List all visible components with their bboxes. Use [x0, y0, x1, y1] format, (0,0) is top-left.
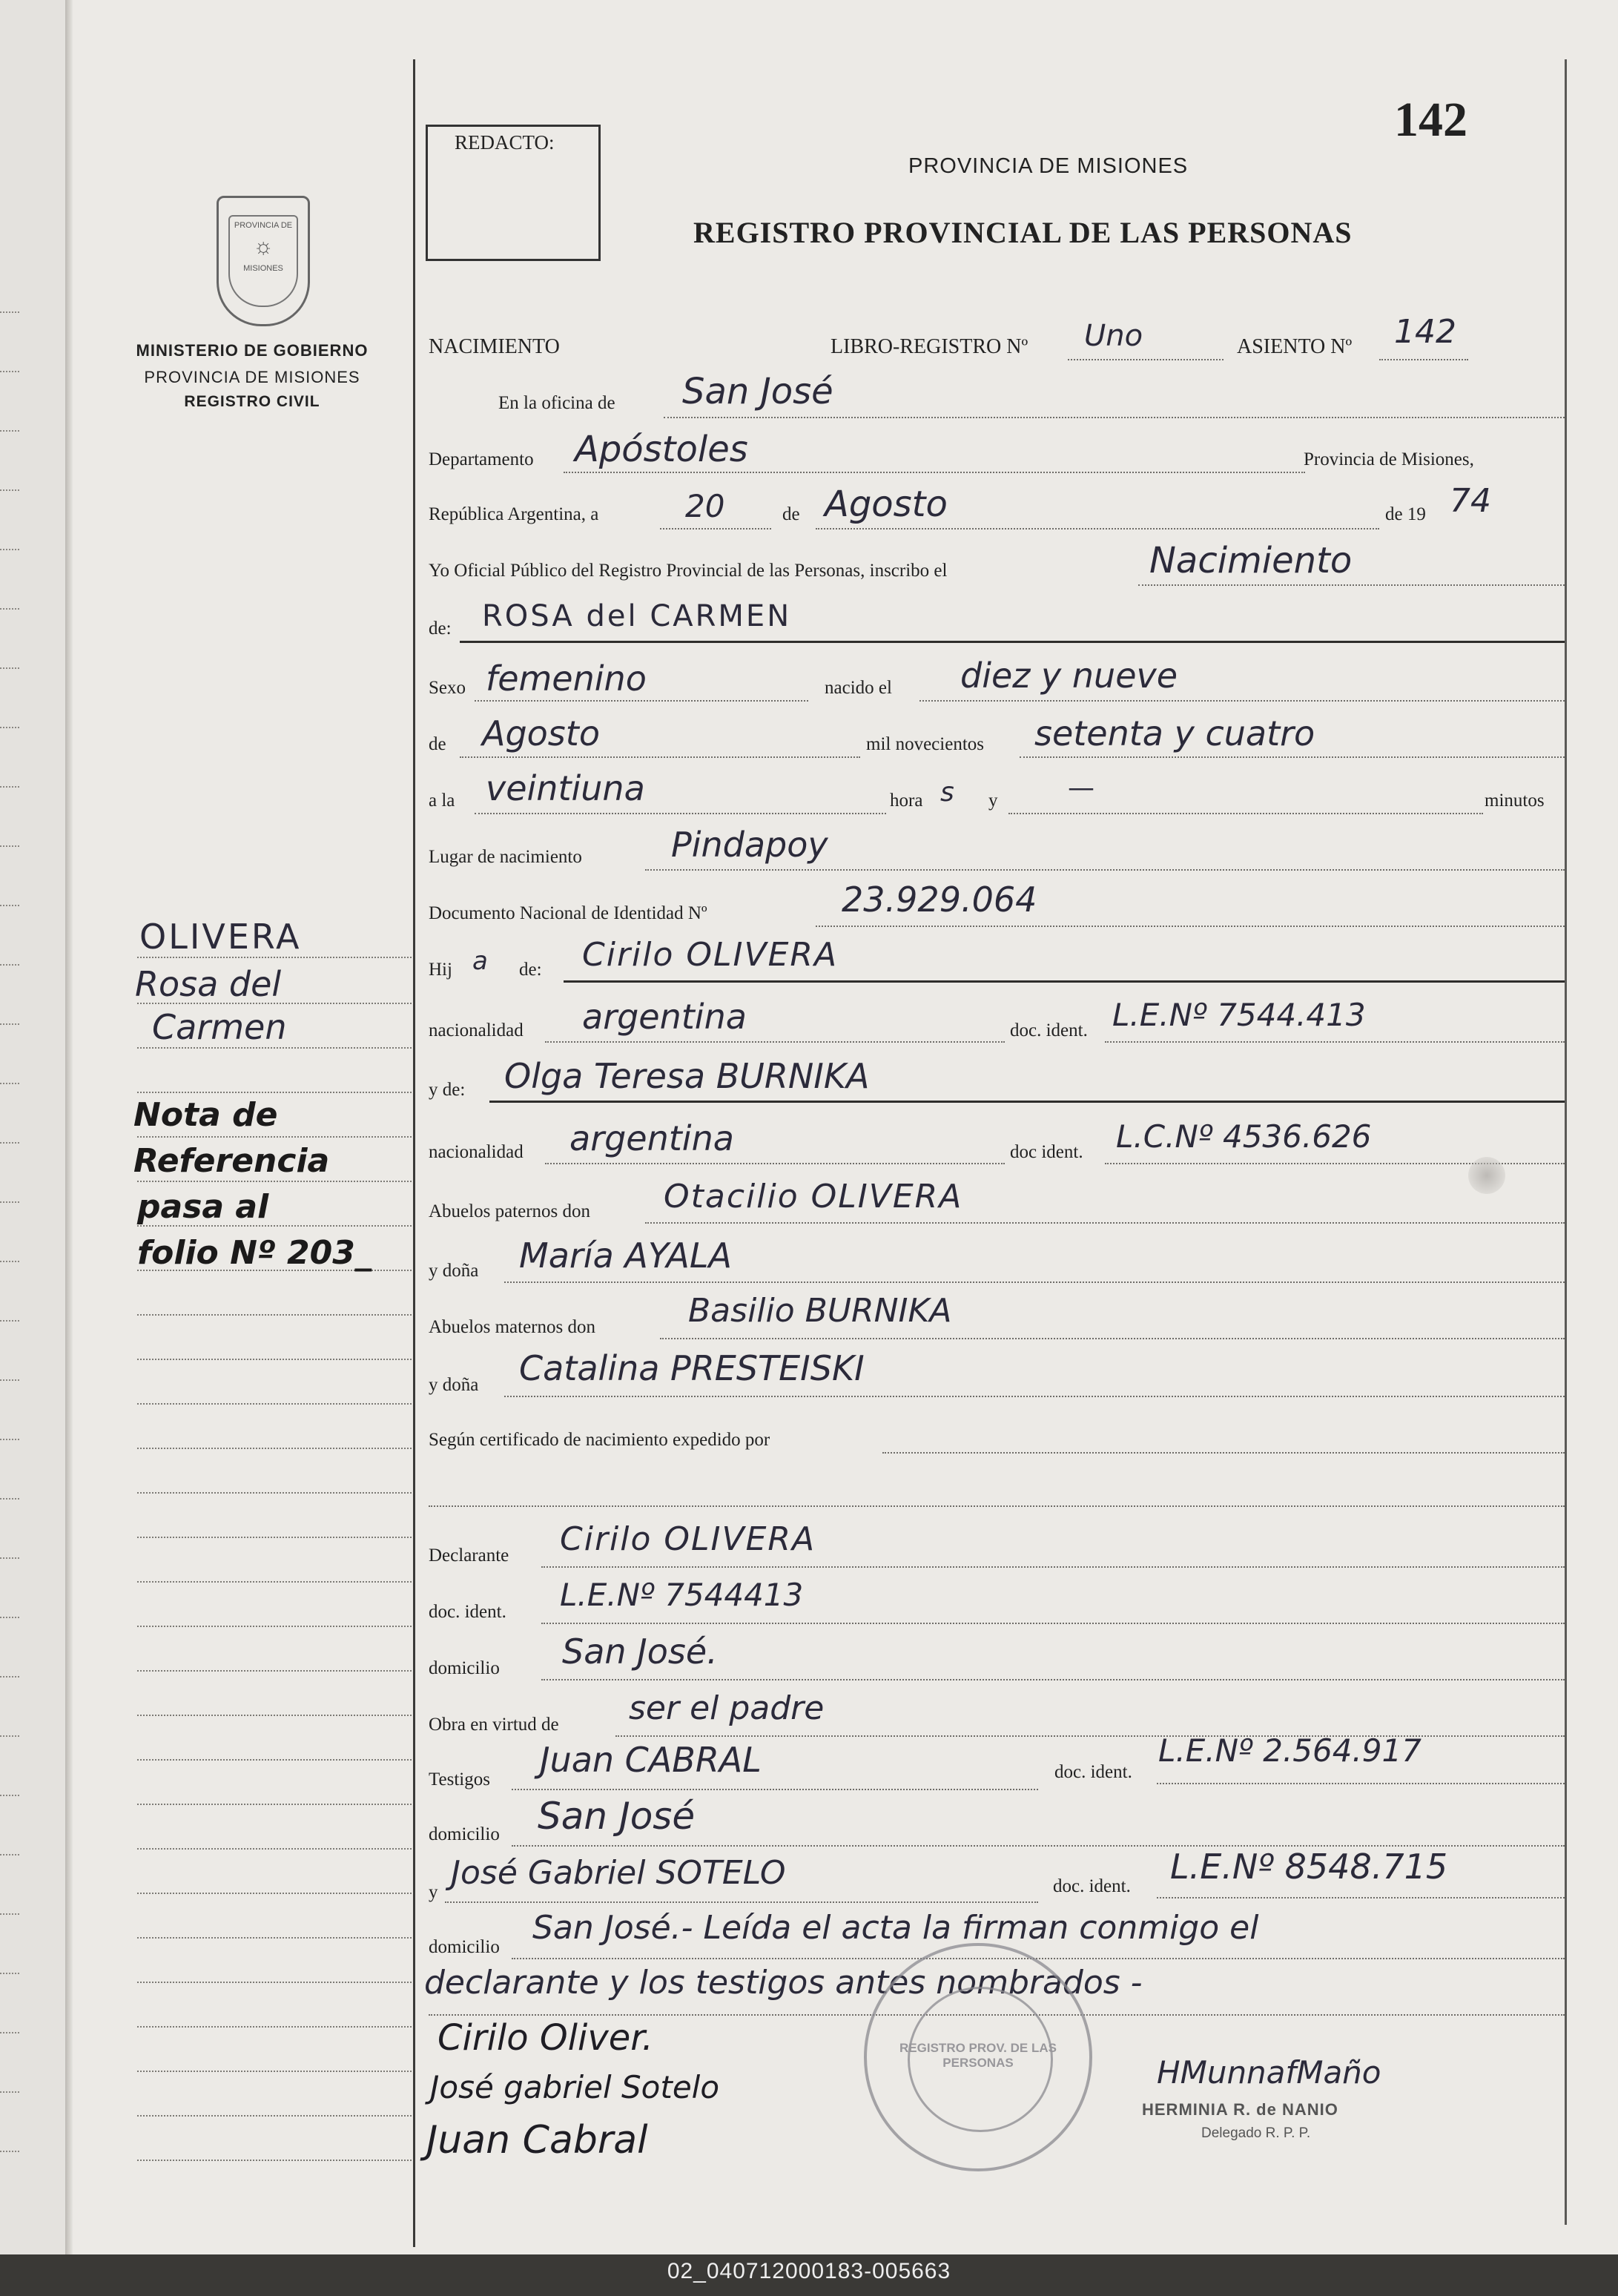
- ydona2-label: y doña: [429, 1375, 479, 1395]
- margin-reference-note-2: Referencia: [133, 1142, 330, 1180]
- abuela-paterna-value: María AYALA: [519, 1236, 732, 1276]
- padre-nacionalidad-label: nacionalidad: [429, 1020, 524, 1040]
- ministry-line1: MINISTERIO DE GOBIERNO: [136, 341, 369, 360]
- madre-nacionalidad-value: argentina: [569, 1118, 734, 1158]
- minutos-label: minutos: [1485, 791, 1545, 811]
- column-divider: [413, 59, 415, 2247]
- fecha-de-label: de: [782, 504, 800, 524]
- oficina-value: San José: [682, 371, 833, 412]
- ala-label: a la: [429, 791, 455, 811]
- abuelo-paterno-value: Otacilio OLIVERA: [664, 1178, 963, 1215]
- departamento-value: Apóstoles: [575, 429, 748, 470]
- sexo-label: Sexo: [429, 678, 466, 698]
- declarante-value: Cirilo OLIVERA: [560, 1520, 816, 1558]
- margin-reference-note-4: folio Nº 203_: [137, 1234, 372, 1272]
- testigo2-doc-label: doc. ident.: [1053, 1876, 1131, 1896]
- testigos-label: Testigos: [429, 1769, 490, 1789]
- horas-suffix: s: [940, 777, 954, 808]
- testigo2-domicilio-value: San José.- Leída el acta la firman conmigo el: [532, 1909, 1259, 1947]
- dni-label: Documento Nacional de Identidad Nº: [429, 903, 707, 923]
- right-border: [1565, 59, 1567, 2225]
- oficina-label: En la oficina de: [498, 393, 615, 413]
- abuelo-materno-value: Basilio BURNIKA: [688, 1292, 952, 1330]
- departamento-label: Departamento: [429, 449, 534, 469]
- ministry-block: [111, 341, 393, 411]
- testigo1-value: Juan CABRAL: [540, 1740, 762, 1780]
- declarante-domicilio-label: domicilio: [429, 1658, 500, 1678]
- fecha-dia-value: 20: [685, 488, 725, 524]
- header-registry: REGISTRO PROVINCIAL DE LAS PERSONAS: [693, 216, 1353, 249]
- nacido-label: nacido el: [825, 678, 892, 698]
- signature-testigo2: José gabriel Sotelo: [430, 2069, 720, 2105]
- lugar-label: Lugar de nacimiento: [429, 847, 582, 867]
- margin-surname: OLIVERA: [139, 917, 302, 957]
- mil-novecientos-label: mil novecientos: [866, 734, 984, 754]
- abuela-materna-value: Catalina PRESTEISKI: [519, 1348, 865, 1388]
- y-label: y: [988, 791, 998, 811]
- de-nombre-label: de:: [429, 618, 452, 639]
- testigo1-doc-label: doc. ident.: [1054, 1762, 1132, 1782]
- yde-label: y de:: [429, 1080, 466, 1100]
- testigo1-domicilio-label: domicilio: [429, 1824, 500, 1844]
- testigo2-doc-value: L.E.Nº 8548.715: [1170, 1847, 1448, 1887]
- padre-nacionalidad-value: argentina: [582, 997, 747, 1037]
- hora-value: veintiuna: [486, 768, 645, 808]
- padre-doc-label: doc. ident.: [1010, 1020, 1088, 1040]
- madre-nacionalidad-label: nacionalidad: [429, 1142, 524, 1162]
- declarante-label: Declarante: [429, 1545, 509, 1566]
- hij-label: Hij: [429, 960, 452, 980]
- madre-doc-label: doc ident.: [1010, 1142, 1083, 1162]
- de3-label: de:: [519, 960, 542, 980]
- signature-declarante: Cirilo Oliver.: [437, 2017, 653, 2059]
- minutos-value: —: [1068, 773, 1094, 803]
- testigo1-domicilio-value: San José: [538, 1795, 696, 1838]
- official-signature-block: [1142, 2100, 1338, 2142]
- obra-value: ser el padre: [629, 1689, 825, 1727]
- sexo-value: femenino: [486, 659, 647, 699]
- testigo1-doc-value: L.E.Nº 2.564.917: [1158, 1732, 1421, 1769]
- republica-label: República Argentina, a: [429, 504, 599, 524]
- image-caption: 02_040712000183-005663: [667, 2259, 951, 2283]
- libro-label: LIBRO-REGISTRO Nº: [831, 335, 1028, 358]
- nacido-dia-value: diez y nueve: [960, 656, 1178, 696]
- padre-doc-value: L.E.Nº 7544.413: [1112, 997, 1366, 1033]
- fecha-anio-value: 74: [1450, 482, 1491, 520]
- yo-oficial-label: Yo Oficial Público del Registro Provincial de las Personas, inscribo el: [429, 561, 948, 581]
- dni-value: 23.929.064: [842, 880, 1037, 920]
- fecha-anio-label: de 19: [1385, 504, 1426, 524]
- signature-testigo1: Juan Cabral: [426, 2118, 648, 2163]
- margin-given-name-1: Rosa del: [135, 964, 282, 1004]
- asiento-value: 142: [1394, 313, 1456, 351]
- abuelos-maternos-label: Abuelos maternos don: [429, 1317, 595, 1337]
- acto-value: Nacimiento: [1149, 540, 1353, 581]
- nombre-value: ROSA del CARMEN: [482, 599, 792, 633]
- book-spine: [65, 0, 73, 2254]
- fecha-mes-value: Agosto: [825, 484, 948, 525]
- libro-value: Uno: [1084, 319, 1143, 353]
- nacido-mes-value: Agosto: [482, 713, 600, 753]
- official-role: Delegado R. P. P.: [1201, 2125, 1311, 2141]
- signature-official: HMunnafMaño: [1157, 2054, 1381, 2091]
- testigo2-prefix: y: [429, 1882, 438, 1902]
- ydona-label: y doña: [429, 1261, 479, 1281]
- margin-given-name-2: Carmen: [152, 1007, 287, 1047]
- madre-value: Olga Teresa BURNIKA: [504, 1056, 870, 1096]
- declarante-doc-value: L.E.Nº 7544413: [560, 1577, 804, 1613]
- horas-label: hora: [890, 791, 923, 811]
- header-province: PROVINCIA DE MISIONES: [908, 154, 1189, 178]
- padre-value: Cirilo OLIVERA: [582, 936, 839, 974]
- certificado-label: Según certificado de nacimiento expedido por: [429, 1430, 770, 1450]
- testigo2-domicilio-label: domicilio: [429, 1937, 500, 1957]
- redacto-box: REDACTO:: [426, 125, 601, 261]
- registry-round-stamp: REGISTRO PROV. DE LAS PERSONAS: [864, 1943, 1092, 2171]
- ministry-line3: REGISTRO CIVIL: [184, 393, 320, 410]
- lugar-value: Pindapoy: [671, 825, 828, 865]
- provincia-de-misiones-seal-icon: PROVINCIA DE ☼ MISIONES: [217, 196, 310, 326]
- official-name: HERMINIA R. de NANIO: [1142, 2100, 1338, 2119]
- nacimiento-label: NACIMIENTO: [429, 335, 560, 358]
- asiento-label: ASIENTO Nº: [1237, 335, 1353, 358]
- abuelos-paternos-label: Abuelos paternos don: [429, 1201, 591, 1221]
- declarante-domicilio-value: San José.: [562, 1632, 718, 1672]
- margin-reference-note-1: Nota de: [133, 1096, 278, 1134]
- declarante-doc-label: doc. ident.: [429, 1602, 506, 1622]
- provincia-label: Provincia de Misiones,: [1304, 449, 1474, 469]
- folio-number: 142: [1394, 93, 1467, 147]
- madre-doc-value: L.C.Nº 4536.626: [1116, 1118, 1372, 1155]
- testigo2-value: José Gabriel SOTELO: [451, 1854, 786, 1892]
- hij-suffix: a: [472, 946, 488, 976]
- closing-line: declarante y los testigos antes nombrados -: [424, 1964, 1143, 2002]
- de2-label: de: [429, 734, 446, 754]
- margin-reference-note-3: pasa al: [137, 1188, 269, 1226]
- ministry-line2: PROVINCIA DE MISIONES: [144, 368, 360, 386]
- previous-page-edge: [0, 0, 69, 2254]
- obra-label: Obra en virtud de: [429, 1715, 559, 1735]
- nacido-anio-value: setenta y cuatro: [1034, 713, 1315, 753]
